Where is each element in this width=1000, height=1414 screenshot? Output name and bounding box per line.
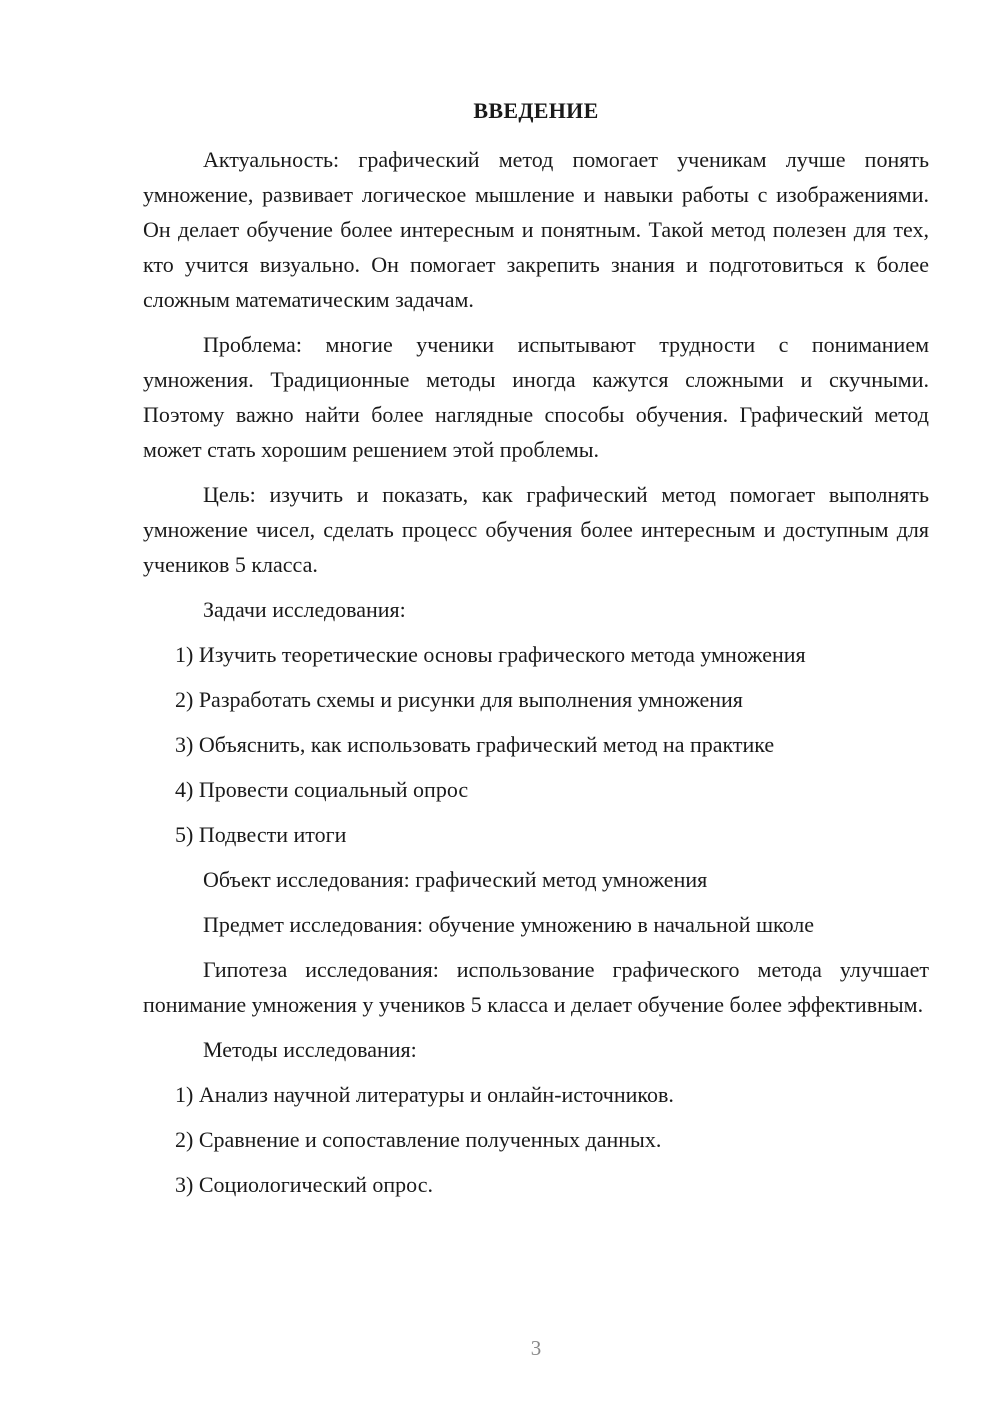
methods-list bbox=[143, 1077, 929, 1202]
methods-label: Методы исследования: bbox=[203, 1037, 417, 1062]
research-object: Объект исследования: графический метод умножения bbox=[203, 867, 708, 892]
tasks-label: Задачи исследования: bbox=[203, 597, 406, 622]
list-item: 2) Разработать схемы и рисунки для выполнения умножения bbox=[175, 687, 743, 712]
document-body bbox=[143, 142, 929, 1212]
section-heading: ВВЕДЕНИЕ bbox=[473, 98, 599, 123]
page-number: 3 bbox=[530, 1336, 542, 1360]
problem-paragraph: Проблема: многие ученики испытывают трудности с пониманием умножения. Традиционные методы иногда кажутся сложными и скучными. Поэтому важно найти более наглядные способы обучения. Графический метод может стать хорошим решением этой проблемы. bbox=[143, 332, 929, 462]
list-item: 5) Подвести итоги bbox=[175, 822, 347, 847]
list-item: 3) Объяснить, как использовать графический метод на практике bbox=[175, 732, 775, 757]
hypothesis-paragraph: Гипотеза исследования: использование графического метода улучшает понимание умножения у учеников 5 класса и делает обучение более эффективным. bbox=[143, 957, 929, 1017]
goal-paragraph: Цель: изучить и показать, как графический метод помогает выполнять умножение чисел, сделать процесс обучения более интересным и доступным для учеников 5 класса. bbox=[143, 482, 929, 577]
list-item: 2) Сравнение и сопоставление полученных данных. bbox=[175, 1127, 662, 1152]
tasks-list bbox=[143, 637, 929, 852]
list-item: 1) Изучить теоретические основы графического метода умножения bbox=[175, 642, 806, 667]
relevance-paragraph: Актуальность: графический метод помогает ученикам лучше понять умножение, развивает логическое мышление и навыки работы с изображениями. Он делает обучение более интересным и понятным. Такой метод полезен для тех, кто учится визуально. Он помогает закрепить знания и подготовиться к более сложным математическим задачам. bbox=[143, 147, 929, 312]
list-item: 4) Провести социальный опрос bbox=[175, 777, 469, 802]
research-subject: Предмет исследования: обучение умножению в начальной школе bbox=[203, 912, 815, 937]
list-item: 1) Анализ научной литературы и онлайн-источников. bbox=[175, 1082, 674, 1107]
list-item: 3) Социологический опрос. bbox=[175, 1172, 433, 1197]
